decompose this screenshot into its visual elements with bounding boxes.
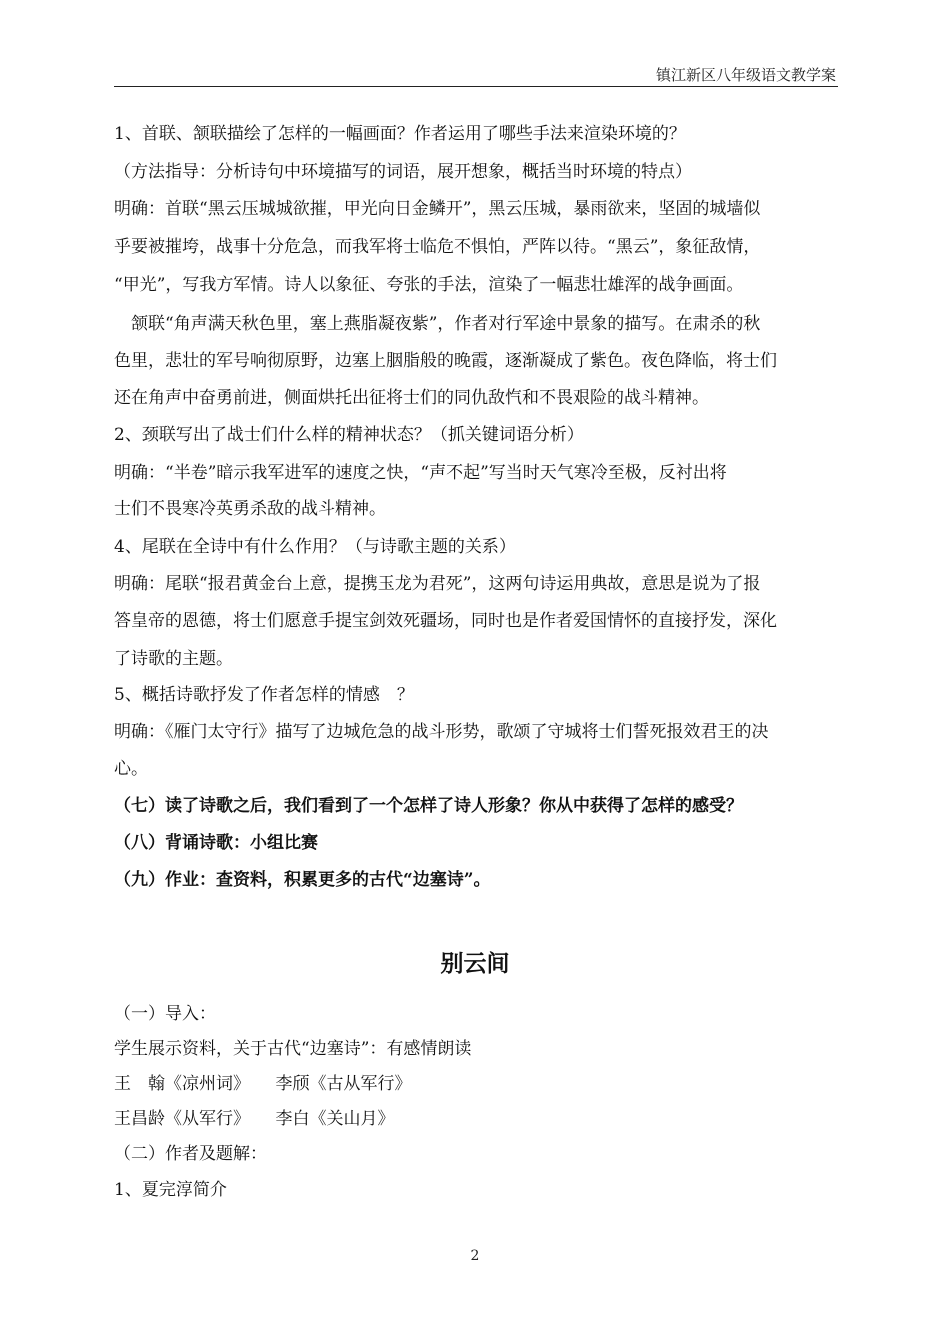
question-5: 5、概括诗歌抒发了作者怎样的情感 ？	[114, 685, 414, 705]
header-divider	[114, 86, 838, 87]
step-9-heading: （九）作业：查资料，积累更多的古代“边塞诗”。	[114, 870, 491, 890]
answer-1-line-4: 颔联“角声满天秋色里，塞上燕脂凝夜紫”，作者对行军途中景象的描写。在肃杀的秋	[131, 314, 761, 334]
answer-1-line-6: 还在角声中奋勇前进，侧面烘托出征将士们的同仇敌忾和不畏艰险的战斗精神。	[114, 388, 709, 408]
answer-5-line-2: 心。	[114, 759, 148, 779]
page-header: 镇江新区八年级语文教学案	[655, 66, 836, 84]
answer-2-line-2: 士们不畏寒冷英勇杀敌的战斗精神。	[114, 499, 386, 519]
author-item-1: 1、夏完淳简介	[114, 1180, 227, 1200]
answer-4-line-1: 明确：尾联“报君黄金台上意，提携玉龙为君死”，这两句诗运用典故，意思是说为了报	[114, 574, 761, 594]
question-2: 2、颈联写出了战士们什么样的精神状态？（抓关键词语分析）	[114, 425, 584, 445]
section-intro-text: 学生展示资料，关于古代“边塞诗”：有感情朗读	[114, 1039, 472, 1059]
method-guide: （方法指导：分析诗句中环境描写的词语，展开想象，概括当时环境的特点）	[114, 162, 692, 182]
step-7-heading: （七）读了诗歌之后，我们看到了一个怎样了诗人形象？你从中获得了怎样的感受？	[114, 796, 743, 816]
step-8-heading: （八）背诵诗歌：小组比赛	[114, 833, 318, 853]
section-title: 别云间	[440, 950, 510, 977]
poem-list-row-2: 王昌龄《从军行》 李白《关山月》	[114, 1109, 395, 1129]
poem-list-row-1: 王 翰《凉州词》 李颀《古从军行》	[114, 1074, 412, 1094]
answer-4-line-3: 了诗歌的主题。	[114, 649, 233, 669]
answer-1-line-5: 色里，悲壮的军号响彻原野，边塞上胭脂般的晚霞，逐渐凝成了紫色。夜色降临，将士们	[114, 351, 777, 371]
answer-1-line-2: 乎要被摧垮，战事十分危急，而我军将士临危不惧怕，严阵以待。“黑云”，象征敌情，	[114, 237, 761, 257]
answer-2-line-1: 明确：“半卷”暗示我军进军的速度之快，“声不起”写当时天气寒冷至极，反衬出将	[114, 463, 727, 483]
question-1: 1、首联、颔联描绘了怎样的一幅画面？作者运用了哪些手法来渲染环境的？	[114, 124, 686, 144]
question-4: 4、尾联在全诗中有什么作用？（与诗歌主题的关系）	[114, 537, 516, 557]
page-number: 2	[470, 1248, 480, 1264]
answer-4-line-2: 答皇帝的恩德，将士们愿意手提宝剑效死疆场，同时也是作者爱国情怀的直接抒发，深化	[114, 611, 777, 631]
author-heading: （二）作者及题解：	[114, 1144, 267, 1164]
answer-1-line-1: 明确：首联“黑云压城城欲摧，甲光向日金鳞开”，黑云压城，暴雨欲来，坚固的城墙似	[114, 199, 761, 219]
answer-5-line-1: 明确：《雁门太守行》描写了边城危急的战斗形势，歌颂了守城将士们誓死报效君王的决	[114, 722, 769, 742]
answer-1-line-3: “甲光”，写我方军情。诗人以象征、夸张的手法，渲染了一幅悲壮雄浑的战争画面。	[114, 275, 744, 295]
section-intro-heading: （一）导入：	[114, 1004, 216, 1024]
